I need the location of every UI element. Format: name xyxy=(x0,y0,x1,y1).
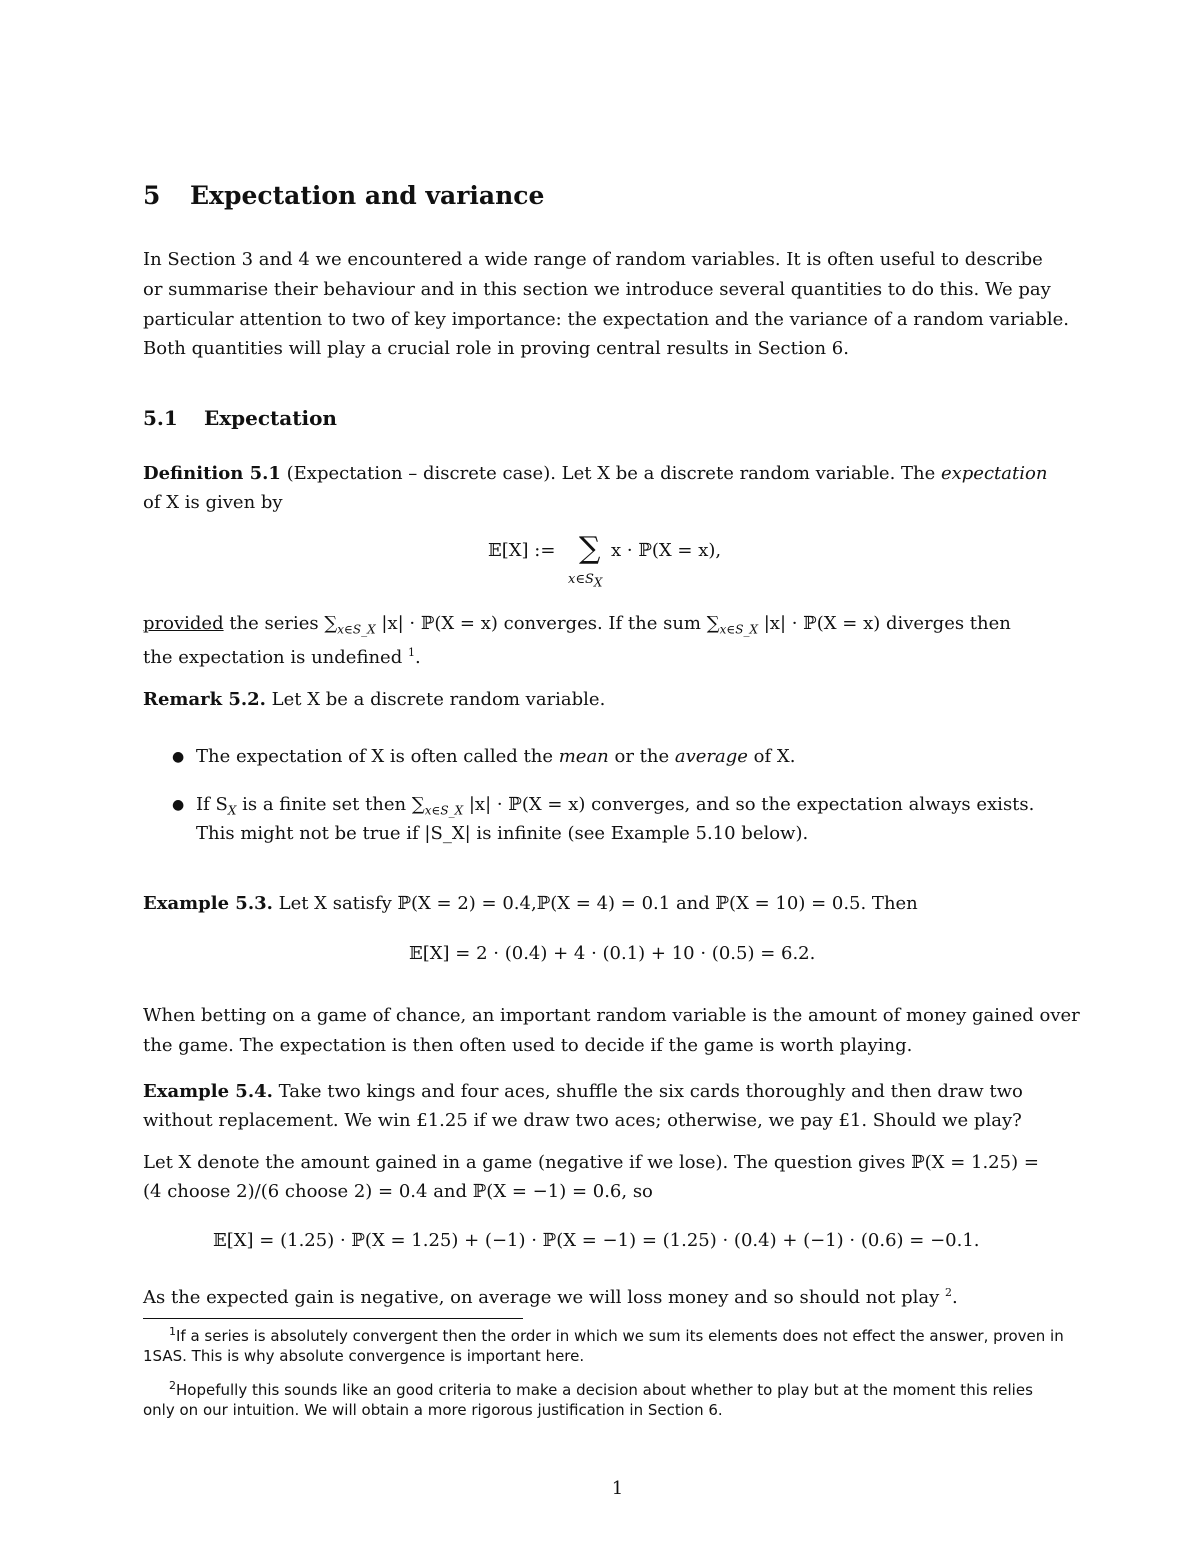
footnote-ref-2: 2 xyxy=(945,1286,953,1299)
bullet-2-dot: ● xyxy=(172,797,185,813)
bullet-1-dot: ● xyxy=(172,749,185,765)
intro-line-1: In Section 3 and 4 we encountered a wide range of random variables. It is often useful to describe xyxy=(143,249,1043,270)
remark-bullet-2-line-2: This might not be true if |S_X| is infinite (see Example 5.10 below). xyxy=(196,823,809,844)
definition-after-line-2: the expectation is undefined $^1$. xyxy=(143,646,421,668)
expectation-formula-index: $x\in S_X$ xyxy=(568,572,603,590)
intro-line-2: or summarise their behaviour and in this section we introduce several quantities to do this. We pay xyxy=(143,279,1051,300)
example-5-3-formula: 𝔼[X] = 2 · (0.4) + 4 · (0.1) + 10 · (0.5) = 6.2. xyxy=(409,943,816,964)
intro-line-3: particular attention to two of key importance: the expectation and the variance of a random variable. xyxy=(143,309,1070,330)
footnote-rule xyxy=(143,1318,523,1319)
example-5-4-line-3: Let X denote the amount gained in a game (negative if we lose). The question gives ℙ(X = 1.25) = xyxy=(143,1152,1039,1173)
example-5-4-line-2: without replacement. We win £1.25 if we draw two aces; otherwise, we pay £1. Should we play? xyxy=(143,1110,1022,1131)
footnote-2-line-2: only on our intuition. We will obtain a more rigorous justification in Section 6. xyxy=(143,1401,723,1419)
footnote-2-line-1: $^2$Hopefully this sounds like an good criteria to make a decision about whether to play but at the moment this relies xyxy=(169,1379,1033,1399)
remark-bullet-1: The expectation of X is often called the mean or the average of X. xyxy=(196,746,796,767)
betting-line-2: the game. The expectation is then often used to decide if the game is worth playing. xyxy=(143,1035,913,1056)
example-5-4-line-4: (4 choose 2)/(6 choose 2) = 0.4 and ℙ(X = −1) = 0.6, so xyxy=(143,1181,653,1202)
example-5-3-label: Example 5.3. xyxy=(143,893,273,914)
footnote-1-line-1: $^1$If a series is absolutely convergent then the order in which we sum its elements does not effect the answer, proven in xyxy=(169,1325,1064,1345)
subsection-number: 5.1 xyxy=(143,406,178,430)
definition-line-1: Definition 5.1 (Expectation – discrete case). Let X be a discrete random variable. The expectation xyxy=(143,463,1048,484)
subsection-title: Expectation xyxy=(204,406,337,430)
betting-line-1: When betting on a game of chance, an important random variable is the amount of money gained over xyxy=(143,1005,1080,1026)
example-5-4-line-1: Example 5.4. Take two kings and four aces, shuffle the six cards thoroughly and then draw two xyxy=(143,1081,1023,1102)
example-5-4-label: Example 5.4. xyxy=(143,1081,273,1102)
remark-bullet-2-line-1: If $S_X$ is a finite set then $\sum_{x\in S\_X}$ |x| · ℙ(X = x) converges, and so the expectation always exists. xyxy=(196,794,1035,818)
definition-after-line-1: provided the series $\sum_{x\in S\_X}$ |x| · ℙ(X = x) converges. If the sum $\sum_{x\in S\_X}$ |x| · ℙ(X = x) diverges then xyxy=(143,613,1011,637)
intro-line-4: Both quantities will play a crucial role in proving central results in Section 6. xyxy=(143,338,849,359)
expectation-formula-rhs: x · ℙ(X = x), xyxy=(611,540,722,561)
example-5-4-formula: 𝔼[X] = (1.25) · ℙ(X = 1.25) + (−1) · ℙ(X = −1) = (1.25) · (0.4) + (−1) · (0.6) = −0.1. xyxy=(213,1230,980,1251)
section-title: Expectation and variance xyxy=(190,181,545,210)
provided-underlined: provided xyxy=(143,613,224,634)
remark-line: Remark 5.2. Let X be a discrete random variable. xyxy=(143,689,606,710)
page-number: 1 xyxy=(611,1478,624,1499)
section-number: 5 xyxy=(143,181,161,210)
footnote-1-line-2: 1SAS. This is why absolute convergence is important here. xyxy=(143,1347,585,1365)
definition-line-2: of X is given by xyxy=(143,492,283,513)
footnote-ref-1: 1 xyxy=(407,646,415,659)
definition-term: expectation xyxy=(940,463,1048,484)
expectation-formula-sum: ∑ xyxy=(579,531,601,566)
expectation-formula-lhs: 𝔼[X] := xyxy=(488,540,556,561)
remark-label: Remark 5.2. xyxy=(143,689,266,710)
example-5-4-conclusion: As the expected gain is negative, on average we will loss money and so should not play $^2$. xyxy=(143,1286,958,1308)
example-5-3-line: Example 5.3. Let X satisfy ℙ(X = 2) = 0.4,ℙ(X = 4) = 0.1 and ℙ(X = 10) = 0.5. Then xyxy=(143,893,918,914)
definition-label: Definition 5.1 xyxy=(143,463,281,484)
